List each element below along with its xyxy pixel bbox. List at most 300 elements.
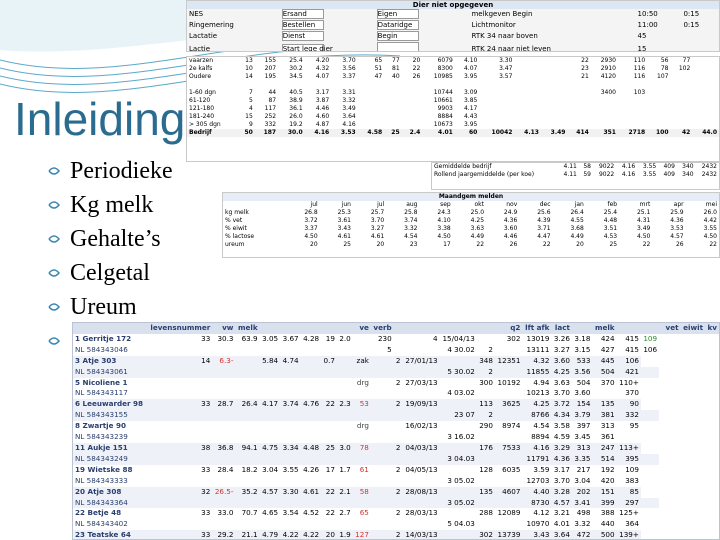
cow-value: 12089 bbox=[497, 508, 521, 518]
filter-cell: RTK 24 naar niet leven bbox=[471, 44, 551, 52]
column-header[interactable] bbox=[260, 323, 281, 334]
table-cell: 25.0 bbox=[470, 209, 485, 216]
cow-value: 26.5- bbox=[214, 486, 234, 496]
table-cell: 3.55 bbox=[642, 171, 657, 178]
column-header[interactable] bbox=[440, 323, 477, 334]
cow-value bbox=[280, 432, 301, 443]
table-cell: 3.49 bbox=[342, 105, 356, 112]
cow-value bbox=[440, 465, 477, 476]
cow-row[interactable] bbox=[73, 530, 719, 540]
cow-id: NL 584343333 bbox=[75, 475, 128, 485]
bullet-text: Periodieke bbox=[70, 158, 173, 184]
filter-cell bbox=[280, 9, 367, 20]
table-cell: 4.43 bbox=[463, 113, 478, 120]
cow-name-link[interactable]: 5 Nicoliene 1 bbox=[75, 377, 128, 387]
cow-value: 302 bbox=[506, 333, 521, 343]
cow-value: 415 bbox=[625, 333, 639, 343]
cow-value bbox=[235, 388, 259, 399]
table-cell: 3.37 bbox=[342, 73, 356, 80]
bullet-marker-icon bbox=[48, 335, 60, 347]
cow-value bbox=[301, 519, 322, 530]
filter-cell: 10:50 bbox=[637, 10, 658, 18]
table-cell: 22 bbox=[476, 241, 485, 248]
table-cell bbox=[671, 89, 693, 97]
table-cell: 4 bbox=[248, 105, 253, 112]
cow-id: NL 584343117 bbox=[75, 388, 128, 398]
cow-value bbox=[402, 454, 439, 465]
table-cell: 4.25 bbox=[470, 217, 485, 224]
cow-value bbox=[440, 487, 477, 498]
cow-value: 3.79 bbox=[574, 410, 591, 420]
table-cell: 187 bbox=[255, 129, 278, 137]
cow-value: 302 bbox=[479, 530, 493, 540]
table-cell: 26.8 bbox=[304, 209, 318, 216]
cow-value bbox=[280, 519, 301, 530]
table-cell bbox=[541, 105, 568, 113]
column-header[interactable] bbox=[402, 323, 439, 334]
cow-row[interactable] bbox=[73, 508, 719, 519]
column-header[interactable]: verb bbox=[373, 323, 392, 332]
average-row bbox=[432, 163, 719, 171]
cow-value: 4.52 bbox=[303, 508, 320, 518]
cow-value: 3.56 bbox=[574, 366, 591, 376]
column-header[interactable]: kv bbox=[707, 323, 717, 332]
table-cell bbox=[514, 97, 541, 105]
cow-subrow bbox=[73, 410, 719, 421]
cow-value: 395 bbox=[625, 453, 639, 463]
cow-value bbox=[477, 454, 495, 465]
table-cell bbox=[692, 121, 719, 129]
column-header[interactable]: ve bbox=[359, 323, 369, 332]
table-cell bbox=[591, 113, 618, 121]
cow-value: 135 bbox=[479, 486, 493, 496]
column-header[interactable]: levensnummer bbox=[150, 323, 211, 332]
cow-name-link[interactable]: 1 Gerritje 172 bbox=[75, 333, 132, 343]
cow-value: 4.57 bbox=[553, 497, 570, 507]
table-cell: 3.09 bbox=[463, 89, 478, 96]
table-cell: 4.16 bbox=[305, 129, 332, 137]
table-cell: 3.68 bbox=[570, 225, 584, 232]
table-cell: 9903 bbox=[437, 105, 453, 112]
cow-value bbox=[641, 476, 659, 487]
cow-value: 3.63 bbox=[553, 377, 570, 387]
cow-value bbox=[641, 410, 659, 421]
cow-value bbox=[260, 378, 281, 389]
average-summary-table bbox=[432, 163, 719, 179]
table-cell: 3.27 bbox=[370, 225, 385, 232]
column-header[interactable]: melk bbox=[594, 323, 615, 332]
cow-value bbox=[371, 410, 394, 421]
table-cell: 59 bbox=[583, 171, 591, 178]
cow-value: 30.3 bbox=[217, 333, 234, 343]
table-cell bbox=[692, 57, 719, 65]
table-cell: 4.50 bbox=[636, 233, 651, 240]
cow-value bbox=[440, 443, 477, 454]
cow-value: 4.25 bbox=[553, 366, 570, 376]
column-header[interactable] bbox=[337, 323, 353, 334]
table-cell: jul bbox=[377, 201, 385, 208]
bullet-marker-icon bbox=[48, 267, 60, 279]
cow-value: 38 bbox=[201, 442, 211, 452]
table-cell: sep bbox=[440, 201, 451, 208]
cow-value: 3.67 bbox=[282, 333, 299, 343]
cow-value: 2 bbox=[395, 508, 401, 518]
cow-row[interactable] bbox=[73, 356, 719, 367]
table-cell: 3.71 bbox=[537, 225, 551, 232]
table-cell: 4.16 bbox=[621, 171, 636, 178]
column-header[interactable] bbox=[617, 323, 641, 334]
cow-value: 4.40 bbox=[533, 486, 550, 496]
cow-value: 3.27 bbox=[553, 344, 570, 354]
cow-value: 18.2 bbox=[241, 464, 258, 474]
table-cell bbox=[591, 81, 618, 89]
table-cell: 25.7 bbox=[370, 209, 385, 216]
cow-value bbox=[371, 487, 394, 498]
table-cell: 4.60 bbox=[315, 113, 330, 120]
table-cell: 3.38 bbox=[437, 225, 451, 232]
table-cell: 195 bbox=[264, 73, 277, 80]
cow-value: 4.22 bbox=[303, 530, 320, 540]
table-cell: 3.47 bbox=[499, 65, 513, 72]
table-cell: 3.53 bbox=[331, 129, 358, 137]
column-header[interactable] bbox=[477, 323, 495, 334]
cow-value: 19/09/13 bbox=[405, 399, 438, 409]
cow-value: 33 bbox=[201, 399, 211, 409]
cow-value: 3.70 bbox=[553, 388, 570, 398]
table-cell bbox=[541, 113, 568, 121]
table-cell: 4.54 bbox=[404, 233, 418, 240]
cow-value: 28.4 bbox=[217, 464, 234, 474]
filter-select[interactable]: Ersand bbox=[282, 9, 324, 19]
cow-value bbox=[337, 356, 353, 367]
table-cell bbox=[541, 57, 568, 65]
average-row bbox=[432, 171, 719, 179]
cow-value bbox=[641, 519, 659, 530]
table-cell: 26.0 bbox=[703, 209, 717, 216]
table-cell bbox=[358, 121, 385, 129]
filter-cell bbox=[375, 31, 462, 42]
table-cell bbox=[647, 113, 670, 121]
cow-value: 498 bbox=[576, 508, 591, 518]
table-cell: mei bbox=[705, 201, 717, 208]
cow-value bbox=[301, 498, 322, 509]
cow-value: drg bbox=[356, 377, 369, 387]
cow-value bbox=[353, 432, 371, 443]
table-cell: 121-180 bbox=[189, 105, 215, 112]
table-cell: kg melk bbox=[225, 209, 249, 216]
cow-value: 4 03.02 bbox=[447, 388, 475, 398]
column-header[interactable]: lft afk bbox=[525, 323, 550, 332]
table-cell: 3.74 bbox=[404, 217, 418, 224]
cow-name-link[interactable]: 11 Aukje 151 bbox=[75, 442, 128, 452]
cow-value bbox=[394, 421, 403, 432]
cow-value: 151 bbox=[600, 486, 615, 496]
table-cell bbox=[692, 89, 719, 97]
cow-value: 135 bbox=[600, 399, 615, 409]
bullet-item bbox=[48, 154, 173, 188]
table-cell: 116 bbox=[633, 73, 646, 80]
table-cell bbox=[671, 121, 693, 129]
cow-row[interactable] bbox=[73, 443, 719, 454]
table-cell: 4.16 bbox=[342, 121, 356, 128]
table-cell bbox=[422, 81, 455, 89]
cow-name-link[interactable]: 3 Atje 303 bbox=[75, 355, 117, 365]
filter-select[interactable]: Eigen bbox=[377, 9, 419, 19]
cow-value bbox=[235, 519, 259, 530]
cow-value: 3.34 bbox=[282, 442, 299, 452]
cow-value bbox=[617, 432, 641, 443]
filter-select[interactable]: Dienst bbox=[282, 31, 324, 41]
filter-cell bbox=[367, 31, 375, 42]
cow-value bbox=[371, 498, 394, 509]
table-cell: 3.87 bbox=[315, 97, 330, 104]
cow-value: 424 bbox=[600, 333, 615, 343]
column-header[interactable]: melk bbox=[238, 323, 258, 332]
cow-value bbox=[402, 498, 439, 509]
filter-select[interactable]: Dataridge bbox=[377, 20, 419, 30]
table-cell: 4.16 bbox=[621, 163, 636, 170]
cow-value: 500 bbox=[600, 530, 615, 540]
cow-value: drg bbox=[356, 421, 369, 431]
table-cell bbox=[618, 81, 647, 89]
cow-name-link[interactable]: 20 Atje 308 bbox=[75, 486, 122, 496]
cow-value bbox=[402, 345, 439, 356]
cow-value bbox=[301, 356, 322, 367]
filter-row bbox=[187, 42, 719, 52]
cow-value bbox=[394, 334, 403, 345]
table-cell: 2432 bbox=[701, 163, 717, 170]
table-cell: 8884 bbox=[437, 113, 453, 120]
cow-value: 21.1 bbox=[241, 530, 258, 540]
table-cell: 3.57 bbox=[499, 73, 513, 80]
table-cell bbox=[567, 97, 590, 105]
table-cell bbox=[479, 113, 514, 121]
cow-value: 176 bbox=[479, 442, 493, 452]
cow-id: NL 584343249 bbox=[75, 453, 128, 463]
cow-value bbox=[371, 508, 394, 519]
table-cell: 4.10 bbox=[463, 57, 478, 64]
cow-name-link[interactable]: 23 Teatske 64 bbox=[75, 530, 131, 540]
cow-value bbox=[235, 345, 259, 356]
column-header[interactable]: vet bbox=[665, 323, 679, 332]
table-cell: 2432 bbox=[701, 171, 717, 178]
column-header[interactable]: eiwit bbox=[683, 323, 704, 332]
table-cell: 20 bbox=[376, 241, 385, 248]
column-header[interactable] bbox=[321, 323, 337, 334]
filter-row bbox=[187, 9, 719, 20]
table-cell bbox=[384, 89, 401, 97]
cow-value: 36.8 bbox=[217, 442, 234, 452]
filter-select[interactable]: Start lege dier bbox=[282, 44, 333, 52]
cow-value: 13739 bbox=[497, 530, 521, 540]
table-cell bbox=[514, 121, 541, 129]
cow-id: NL 584343402 bbox=[75, 519, 128, 529]
table-cell bbox=[692, 65, 719, 73]
table-cell: 252 bbox=[264, 113, 277, 120]
column-header[interactable] bbox=[73, 323, 147, 334]
table-cell: 3.61 bbox=[337, 217, 351, 224]
table-cell: 5 bbox=[248, 97, 253, 104]
column-header[interactable] bbox=[301, 323, 322, 334]
cow-value: 3625 bbox=[502, 399, 521, 409]
cow-value: 33.0 bbox=[217, 508, 234, 518]
filter-cell: melkgeven Begin bbox=[471, 10, 533, 18]
summary-row bbox=[187, 121, 719, 129]
cow-value bbox=[477, 334, 495, 345]
table-cell: 4.42 bbox=[703, 217, 717, 224]
cow-value: 28/08/13 bbox=[405, 486, 438, 496]
cow-subrow bbox=[73, 367, 719, 378]
cow-value bbox=[235, 421, 259, 432]
table-cell bbox=[514, 113, 541, 121]
cow-value: 3.15 bbox=[574, 344, 591, 354]
table-cell: 25 bbox=[343, 241, 351, 248]
cow-value bbox=[301, 476, 322, 487]
column-header[interactable] bbox=[280, 323, 301, 334]
cow-value bbox=[280, 476, 301, 487]
cow-value: 12351 bbox=[497, 355, 521, 365]
cow-name-link[interactable]: 8 Zwartje 90 bbox=[75, 421, 127, 431]
cow-value bbox=[495, 410, 523, 421]
cow-value bbox=[371, 476, 394, 487]
cow-value: 33 bbox=[201, 464, 211, 474]
table-cell bbox=[671, 113, 693, 121]
filter-select[interactable] bbox=[377, 42, 419, 52]
column-header[interactable] bbox=[572, 323, 593, 334]
cow-value: 290 bbox=[479, 421, 493, 431]
cow-row[interactable] bbox=[73, 421, 719, 432]
cow-value: 15/04/13 bbox=[442, 333, 475, 343]
cow-value: 332 bbox=[625, 410, 639, 420]
cow-value: 113+ bbox=[619, 442, 639, 452]
column-header[interactable]: vw bbox=[222, 323, 234, 332]
filter-cell bbox=[280, 42, 367, 52]
filter-select[interactable]: Bestellen bbox=[282, 20, 324, 30]
cow-value: 113 bbox=[479, 399, 493, 409]
cow-value: 3.70 bbox=[553, 475, 570, 485]
table-cell: 25 bbox=[384, 129, 401, 137]
filter-cell: 45 bbox=[637, 32, 647, 40]
cow-value: 421 bbox=[625, 366, 639, 376]
table-cell bbox=[402, 105, 423, 113]
table-cell bbox=[591, 105, 618, 113]
cow-value: 3.28 bbox=[553, 486, 570, 496]
filter-cell bbox=[462, 9, 470, 20]
cow-value bbox=[495, 345, 523, 356]
cow-value: 3.21 bbox=[553, 508, 570, 518]
cow-id: NL 584343155 bbox=[75, 410, 128, 420]
cow-value bbox=[235, 410, 259, 421]
cow-value: 2 bbox=[395, 486, 401, 496]
cow-row[interactable] bbox=[73, 334, 719, 345]
table-cell: 3.70 bbox=[370, 217, 385, 224]
filter-cell bbox=[367, 42, 375, 52]
filter-select[interactable]: Begin bbox=[377, 31, 419, 41]
bullet-item bbox=[48, 188, 173, 222]
table-cell: Rollend jaargemiddelde (per koe) bbox=[434, 171, 535, 178]
cow-row[interactable] bbox=[73, 399, 719, 410]
table-cell: 22 bbox=[642, 241, 651, 248]
column-header[interactable]: lact bbox=[554, 323, 570, 332]
column-header[interactable] bbox=[641, 323, 659, 334]
cow-list-screenshot bbox=[72, 322, 720, 540]
cow-value: 2.1 bbox=[339, 486, 351, 496]
table-cell: 13 bbox=[245, 57, 253, 64]
table-cell bbox=[541, 97, 568, 105]
cow-value: 5 bbox=[387, 344, 392, 354]
bullet-marker-icon bbox=[48, 301, 60, 313]
table-cell: 3.53 bbox=[670, 225, 684, 232]
table-cell: ureum bbox=[225, 241, 245, 248]
bullet-marker-icon bbox=[48, 165, 60, 177]
filter-cell bbox=[280, 31, 367, 42]
cow-value: 32 bbox=[201, 486, 211, 496]
cow-value bbox=[280, 345, 301, 356]
cow-value: 10213 bbox=[526, 388, 550, 398]
cow-subrow bbox=[73, 476, 719, 487]
cow-value bbox=[147, 367, 212, 378]
average-summary-screenshot bbox=[431, 162, 720, 190]
column-header[interactable] bbox=[394, 323, 403, 334]
cow-value: 383 bbox=[625, 475, 639, 485]
filter-cell: NES bbox=[189, 10, 204, 18]
cow-value: 63.9 bbox=[241, 333, 258, 343]
filter-cell bbox=[375, 20, 462, 31]
table-cell: 61-120 bbox=[189, 97, 211, 104]
cow-value: 1.9 bbox=[339, 530, 351, 540]
cow-value bbox=[260, 454, 281, 465]
table-cell: 4.36 bbox=[670, 217, 684, 224]
table-cell bbox=[455, 81, 479, 89]
column-header[interactable]: q2 bbox=[510, 323, 521, 332]
cow-value: 4.74 bbox=[282, 355, 299, 365]
cow-name-link[interactable]: 6 Leeuwarder 98 bbox=[75, 399, 144, 409]
table-cell bbox=[514, 105, 541, 113]
filter-cell bbox=[681, 31, 719, 42]
cow-value: 4.01 bbox=[553, 519, 570, 529]
table-cell bbox=[255, 81, 278, 89]
cow-value bbox=[235, 367, 259, 378]
cow-value bbox=[212, 519, 235, 530]
table-cell: 4.61 bbox=[337, 233, 351, 240]
cow-row[interactable] bbox=[73, 378, 719, 389]
cow-name-link[interactable]: 22 Betje 48 bbox=[75, 508, 122, 518]
cow-name-link[interactable]: 19 Wietske 88 bbox=[75, 464, 133, 474]
table-cell bbox=[692, 73, 719, 81]
table-cell bbox=[384, 121, 401, 129]
cow-value bbox=[301, 432, 322, 443]
cow-row[interactable] bbox=[73, 465, 719, 476]
cow-value: 22 bbox=[325, 486, 335, 496]
table-cell: % eiwit bbox=[225, 225, 247, 232]
table-cell bbox=[358, 105, 385, 113]
cow-value: 399 bbox=[600, 497, 615, 507]
cow-value: 2.0 bbox=[339, 333, 351, 343]
cow-value: 128 bbox=[479, 464, 493, 474]
table-cell: 87 bbox=[268, 97, 277, 104]
table-cell: 20 bbox=[310, 241, 318, 248]
cow-row[interactable] bbox=[73, 487, 719, 498]
cow-value: 217 bbox=[576, 464, 591, 474]
table-cell: 25.4 bbox=[289, 57, 303, 64]
cow-value: 1.7 bbox=[339, 464, 351, 474]
table-cell bbox=[187, 81, 237, 89]
summary-row bbox=[187, 73, 719, 81]
cow-value bbox=[260, 432, 281, 443]
cow-value bbox=[371, 388, 394, 399]
table-cell: jan bbox=[574, 201, 584, 208]
summary-row bbox=[187, 65, 719, 73]
